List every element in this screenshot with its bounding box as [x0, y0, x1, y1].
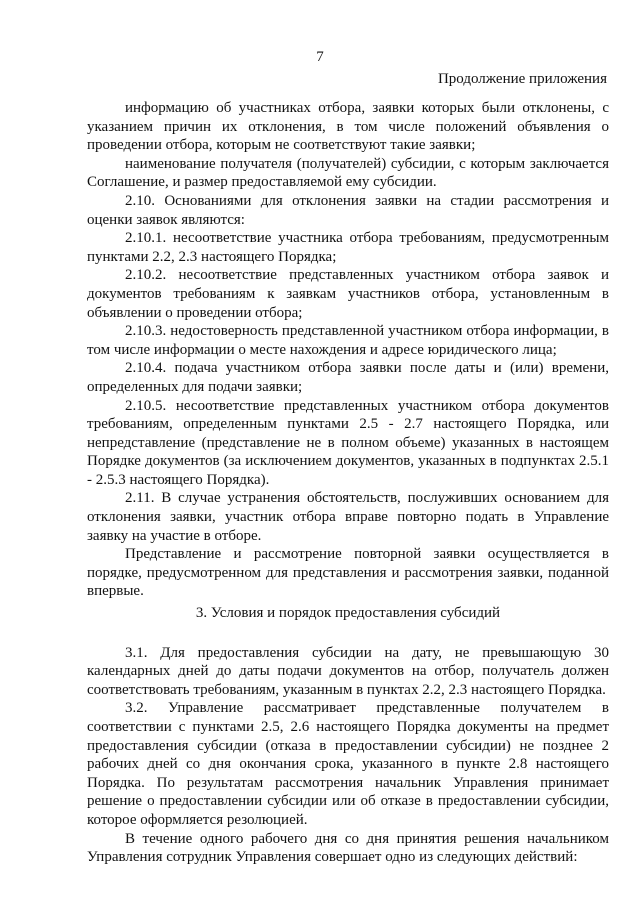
paragraph-2-10-1: 2.10.1. несоответствие участника отбора требованиям, предусмотренным пунктами 2.2, 2.3 настоящего Порядка; — [87, 230, 609, 265]
section-3-title: 3. Условия и порядок предоставления субсидий — [195, 605, 501, 622]
paragraph-repeat-application: Представление и рассмотрение повторной заявки осуществляется в порядке, предусмотренном для представления и рассмотрения заявки, поданной впервые. — [87, 546, 609, 600]
paragraph-2-10-3: 2.10.3. недостоверность представленной участником отбора информации, в том числе информации о месте нахождения и адресе юридического лица; — [87, 323, 609, 358]
paragraph-2-10-5: 2.10.5. несоответствие представленных участником отбора документов требованиям, определенным пунктами 2.5 - 2.7 настоящего Порядка, или непредставление (представление не в полном объеме) указанных в настоящем Порядке документов (за исключением документов, указанных в подпунктах 2.5.1 - 2.5.3 настоящего Порядка). — [87, 397, 609, 488]
paragraph-rejected-participants-info: информацию об участниках отбора, заявки которых были отклонены, с указанием причин их отклонения, в том числе положений объявления о проведении отбора, которым не соответствуют такие заявки; — [87, 100, 609, 154]
paragraph-2-10-2: 2.10.2. несоответствие представленных участником отбора заявок и документов требованиям к заявкам участников отбора, установленным в объявлении о проведении отбора; — [87, 267, 609, 321]
paragraph-recipient-name: наименование получателя (получателей) субсидии, с которым заключается Соглашение, и размер предоставляемой ему субсидии. — [87, 155, 609, 191]
paragraph-within-one-day: В течение одного рабочего дня со дня принятия решения начальником Управления сотрудник Управления совершает одно из следующих действий: — [87, 830, 609, 866]
continuation-label: Продолжение приложения — [437, 71, 607, 87]
document-body — [87, 99, 609, 867]
paragraph-2-10: 2.10. Основаниями для отклонения заявки на стадии рассмотрения и оценки заявок являются: — [87, 192, 609, 228]
paragraph-2-11: 2.11. В случае устранения обстоятельств, послуживших основанием для отклонения заявки, участник отбора вправе повторно подать в Управление заявку на участие в отборе. — [87, 490, 609, 544]
page-number: 7 — [316, 49, 324, 65]
paragraph-3-2: 3.2. Управление рассматривает представленные получателем в соответствии с пунктами 2.5, 2.6 настоящего Порядка документы на предмет предоставления субсидии (отказа в предоставлении субсидии) не позднее 2 рабочих дней со дня окончания срока, указанного в пункте 2.8 настоящего Порядка. По результатам рассмотрения начальник Управления принимает решение о предоставлении субсидии или об отказе в предоставлении субсидии, которое оформляется резолюцией. — [87, 700, 609, 828]
paragraph-3-1: 3.1. Для предоставления субсидии на дату, не превышающую 30 календарных дней до даты подачи документов на отбор, получатель должен соответствовать требованиям, указанным в пунктах 2.2, 2.3 настоящего Порядка. — [87, 644, 609, 698]
paragraph-2-10-4: 2.10.4. подача участником отбора заявки после даты и (или) времени, определенных для подачи заявки; — [87, 360, 609, 395]
